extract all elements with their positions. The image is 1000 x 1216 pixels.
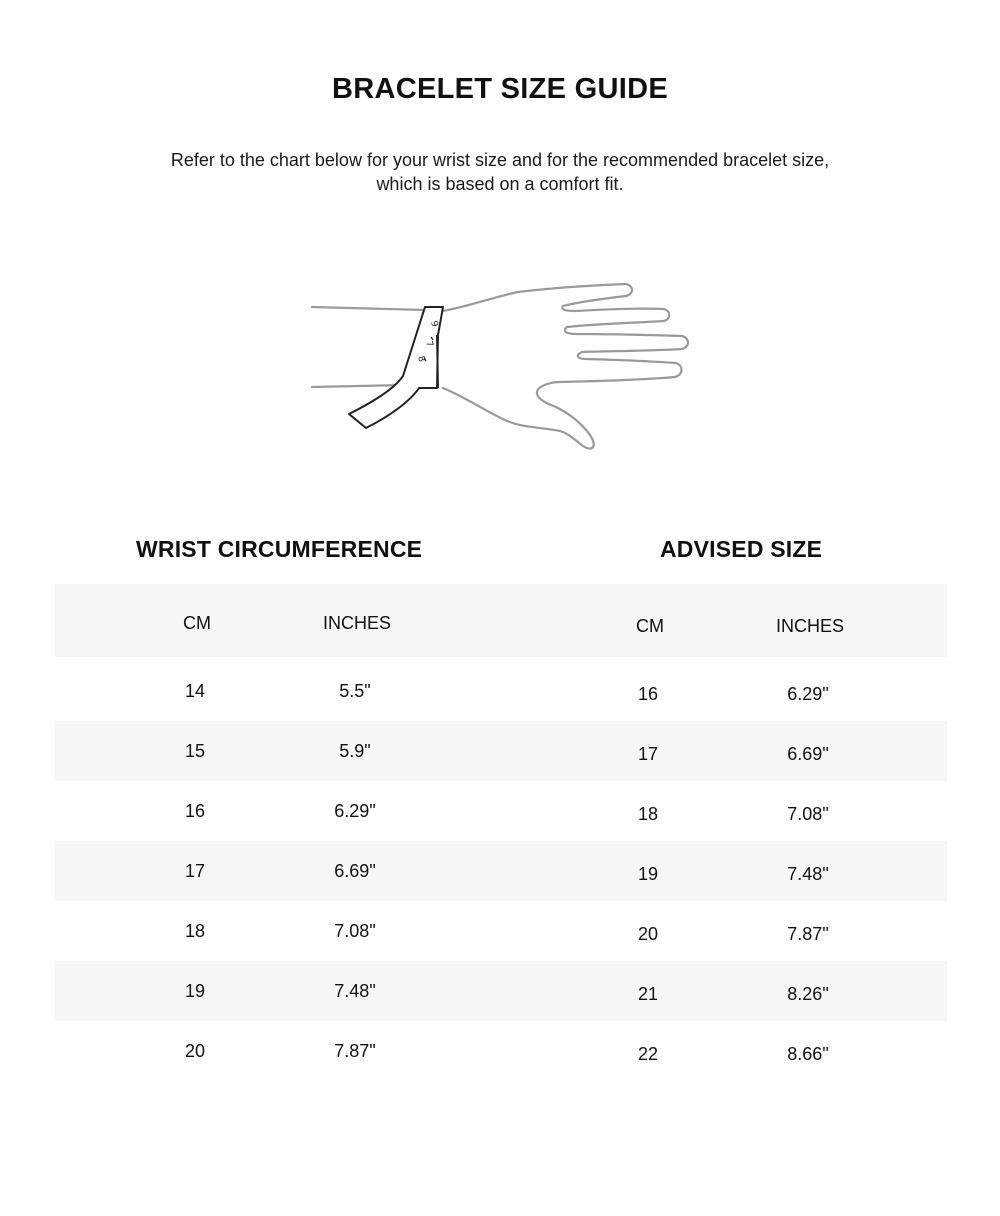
hand-with-measuring-tape-icon [300,270,710,460]
advised-inches-cell: 6.69" [787,744,829,764]
tape-mark-9: 9 [428,319,440,329]
page-title: BRACELET SIZE GUIDE [332,73,668,105]
wrist-inches-cell: 5.5" [339,681,371,701]
advised-inches-column-header: INCHES [775,616,844,636]
wrist-cm-cell: 20 [184,1041,206,1061]
wrist-cm-cell: 17 [184,861,206,881]
advised-cm-cell: 18 [637,804,659,824]
wrist-inches-cell: 7.48" [334,981,376,1001]
wrist-cm-cell: 15 [184,741,206,761]
intro-text [0,148,1000,196]
advised-inches-cell: 8.66" [787,1044,829,1064]
wrist-inches-cell: 5.9" [339,741,371,761]
wrist-inches-cell: 6.29" [334,801,376,821]
advised-cm-cell: 20 [637,924,659,944]
advised-inches-cell: 7.08" [787,804,829,824]
tape-mark-8: 8 [415,354,427,364]
wrist-inches-cell: 6.69" [334,861,376,881]
advised-inches-cell: 7.48" [787,864,829,884]
intro-line-1: Refer to the chart below for your wrist size and for the recommended bracelet size, [170,150,830,170]
advised-cm-cell: 22 [637,1044,659,1064]
wrist-cm-column-header: CM [183,613,211,633]
wrist-circumference-heading: WRIST CIRCUMFERENCE [136,536,423,562]
advised-cm-cell: 17 [637,744,659,764]
advised-cm-cell: 21 [637,984,659,1004]
tape-mark-7: 7 [423,339,435,349]
wrist-inches-column-header: INCHES [322,613,391,633]
advised-inches-cell: 7.87" [787,924,829,944]
wrist-inches-cell: 7.08" [334,921,376,941]
wrist-cm-cell: 19 [184,981,206,1001]
wrist-cm-cell: 18 [184,921,206,941]
advised-cm-cell: 16 [637,684,659,704]
advised-cm-column-header: CM [636,616,664,636]
intro-line-2: which is based on a comfort fit. [376,174,624,194]
wrist-cm-cell: 14 [184,681,206,701]
advised-size-heading: ADVISED SIZE [660,536,823,562]
advised-inches-cell: 8.26" [787,984,829,1004]
wrist-inches-cell: 7.87" [334,1041,376,1061]
wrist-cm-cell: 16 [184,801,206,821]
advised-cm-cell: 19 [637,864,659,884]
advised-inches-cell: 6.29" [787,684,829,704]
